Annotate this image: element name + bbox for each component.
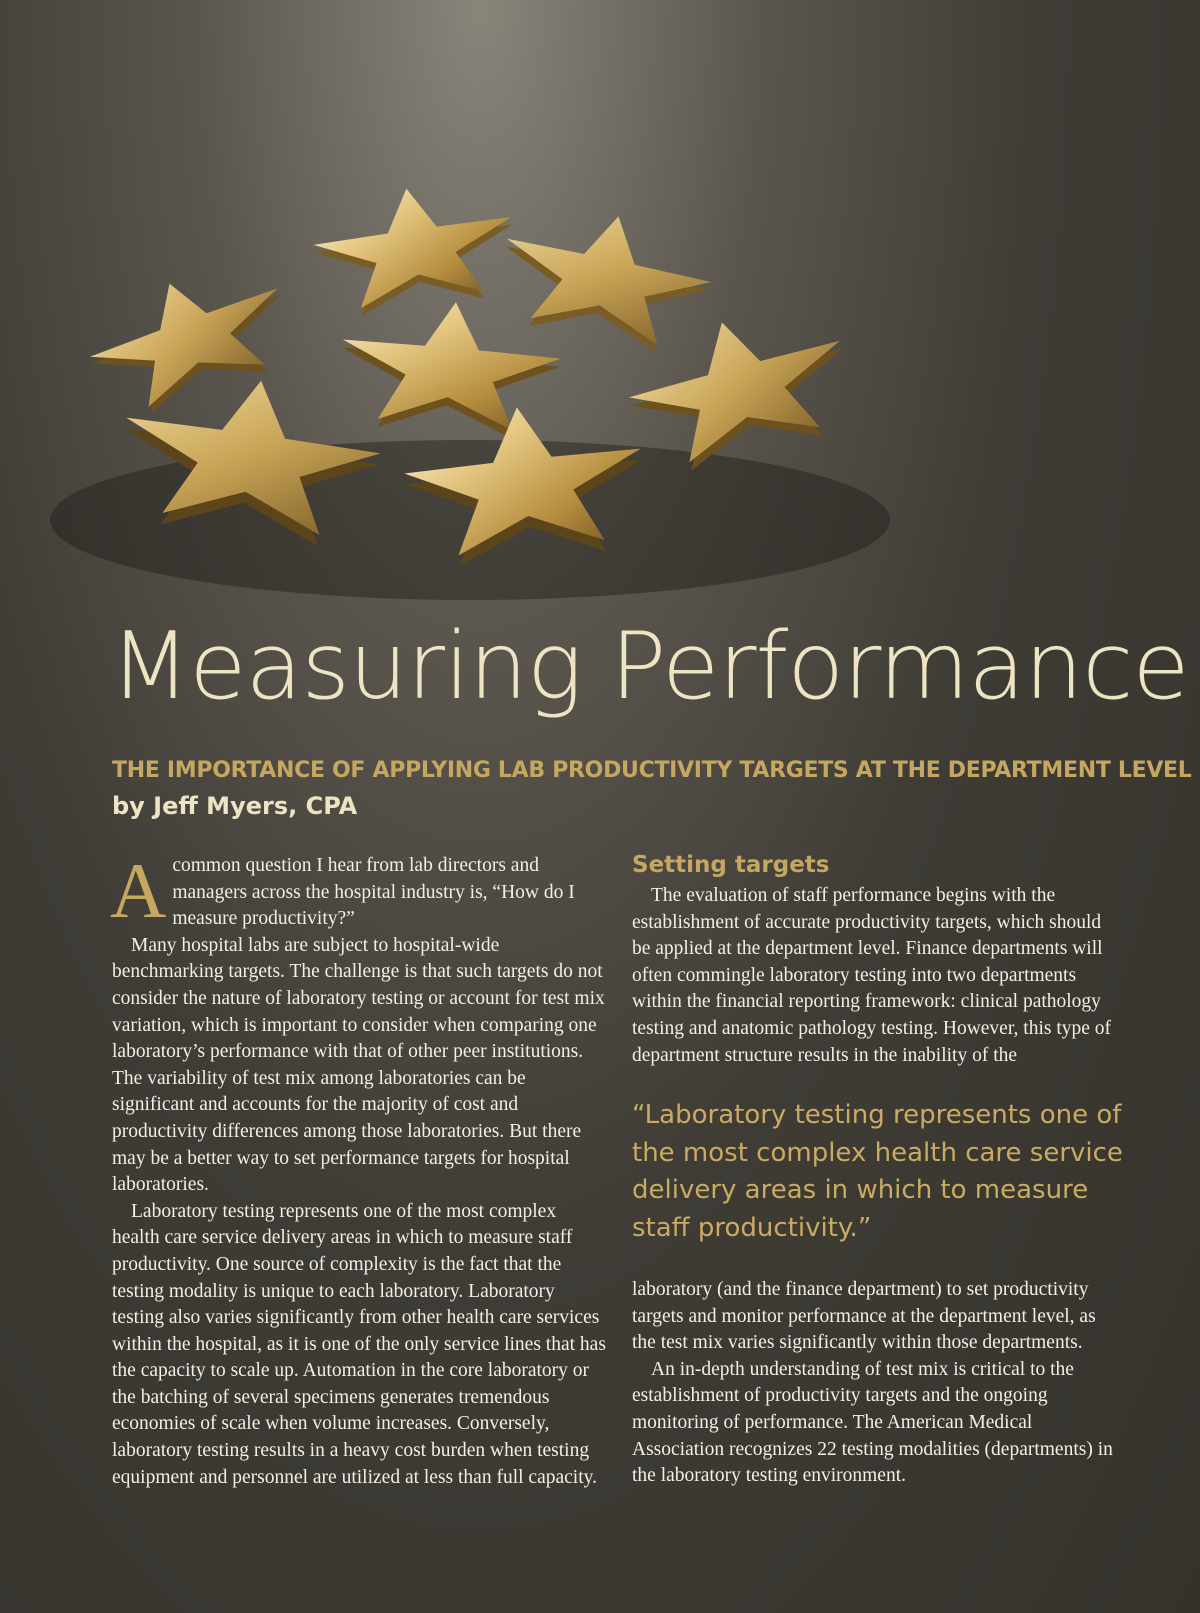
- author-byline: by Jeff Myers, CPA: [112, 792, 358, 820]
- intro-paragraph: [110, 847, 607, 934]
- star-shape: [307, 175, 521, 321]
- star-shape: [336, 293, 565, 443]
- article-column-right-top: [632, 851, 1120, 1069]
- body-paragraph: Many hospital labs are subject to hospital-wide benchmarking targets. The challenge is that such targets do not consider the nature of laboratory testing or account for test mix variation, which is important to consider when comparing one laboratory’s performance with that of other peer institutions. The variability of test mix among laboratories can be significant and accounts for the majority of cost and productivity differences among those laboratories. But there may be a better way to set performance targets for hospital laboratories.: [112, 934, 605, 1196]
- body-paragraph: An in-depth understanding of test mix is critical to the establishment of productivity targets and the ongoing monitoring of performance. The American Medical Association recognizes 22 testing modalities (departments) in the laboratory testing environment.: [632, 1358, 1113, 1487]
- star-shape: [490, 195, 721, 361]
- section-heading: Setting targets: [632, 852, 830, 878]
- article-column-left: [110, 847, 607, 1491]
- article-subtitle: THE IMPORTANCE OF APPLYING LAB PRODUCTIVITY TARGETS AT THE DEPARTMENT LEVEL: [112, 758, 1192, 783]
- intro-text: common question I hear from lab directors and managers across the hospital industry is, “How do I measure productivity?”: [172, 855, 575, 930]
- pull-quote: “Laboratory testing represents one of the most complex health care service delivery areas in which to measure staff productivity.”: [632, 1100, 1123, 1243]
- page-title: Measuring Performance: [110, 612, 1189, 720]
- body-paragraph: laboratory (and the finance department) to set productivity targets and monitor performance at the department level, as the test mix varies significantly within those departments.: [632, 1279, 1096, 1354]
- hero-image: [0, 0, 1200, 640]
- body-paragraph: Laboratory testing represents one of the most complex health care service delivery areas in which to measure staff productivity. One source of complexity is the fact that the testing modality is unique to each laboratory. Laboratory testing also varies significantly from other health care services within the hospital, as it is one of the only service lines that has the capacity to scale up. Automation in the core laboratory or the batching of several specimens generates tremendous economies of scale when volume increases. Conversely, laboratory testing results in a heavy cost burden when testing equipment and personnel are utilized at less than full capacity.: [112, 1200, 606, 1488]
- article-column-right-bottom: [632, 1277, 1120, 1490]
- drop-cap: A: [110, 847, 167, 934]
- body-paragraph: The evaluation of staff performance begins with the establishment of accurate productivity targets, which should be applied at the department level. Finance departments will often commingle laboratory testing into two departments within the financial reporting framework: clinical pathology testing and anatomic pathology testing. However, this type of department structure results in the inability of the: [632, 885, 1112, 1066]
